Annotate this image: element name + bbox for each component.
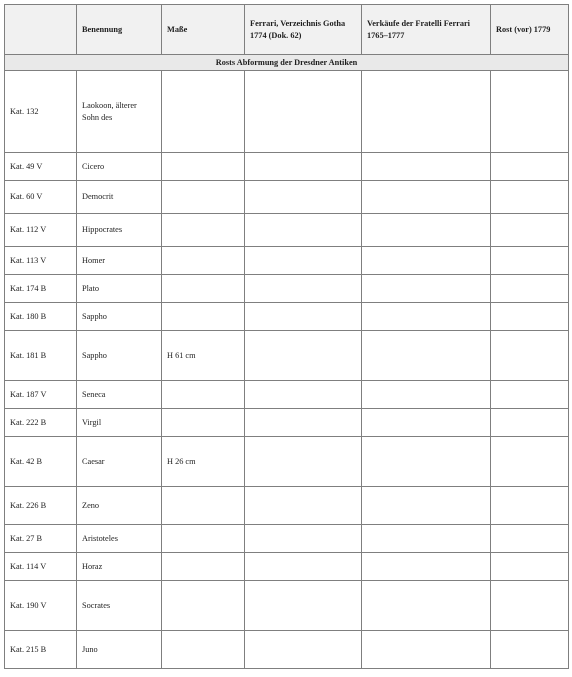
name-text: Sappho <box>82 311 107 321</box>
masse-cell <box>162 631 245 669</box>
name-cell <box>77 581 162 631</box>
verkaeufe-cell <box>362 153 491 181</box>
name-cell <box>77 409 162 437</box>
ferrari-cell <box>245 275 362 303</box>
masse-cell <box>162 525 245 553</box>
masse-cell <box>162 71 245 153</box>
name-text: Horaz <box>82 561 103 571</box>
rost-cell <box>491 303 569 331</box>
kat-cell: Kat. 49 V <box>5 153 77 181</box>
verkaeufe-cell <box>362 181 491 214</box>
masse-cell <box>162 181 245 214</box>
verkaeufe-cell <box>362 214 491 247</box>
verkaeufe-cell <box>362 437 491 487</box>
header-row <box>5 5 569 55</box>
rost-cell <box>491 181 569 214</box>
table-row <box>5 247 569 275</box>
name-cell <box>77 553 162 581</box>
name-cell <box>77 71 162 153</box>
table-row <box>5 303 569 331</box>
ferrari-cell <box>245 153 362 181</box>
name-cell <box>77 275 162 303</box>
verkaeufe-cell <box>362 631 491 669</box>
section-title: Rosts Abformung der Dresdner Antiken <box>5 55 569 71</box>
rost-cell <box>491 214 569 247</box>
ferrari-cell <box>245 303 362 331</box>
header-cell-masse: Maße <box>162 5 245 55</box>
kat-cell: Kat. 132 <box>5 71 77 153</box>
name-text: Democrit <box>82 192 114 202</box>
rost-cell <box>491 275 569 303</box>
ferrari-cell <box>245 631 362 669</box>
table-row <box>5 631 569 669</box>
kat-cell: Kat. 27 B <box>5 525 77 553</box>
masse-cell: H 61 cm <box>162 331 245 381</box>
verkaeufe-cell <box>362 71 491 153</box>
ferrari-cell <box>245 331 362 381</box>
table-row <box>5 581 569 631</box>
name-text: Laokoon, älterer Sohn des <box>82 101 137 122</box>
ferrari-cell <box>245 553 362 581</box>
name-cell <box>77 181 162 214</box>
verkaeufe-cell <box>362 275 491 303</box>
name-text: Hippocrates <box>82 225 123 235</box>
masse-cell <box>162 581 245 631</box>
name-cell <box>77 303 162 331</box>
rost-cell <box>491 553 569 581</box>
kat-cell: Kat. 222 B <box>5 409 77 437</box>
masse-cell <box>162 487 245 525</box>
rost-cell <box>491 631 569 669</box>
kat-cell: Kat. 190 V <box>5 581 77 631</box>
ferrari-cell <box>245 181 362 214</box>
table-row <box>5 525 569 553</box>
table-row <box>5 331 569 381</box>
catalog-table <box>4 4 569 669</box>
verkaeufe-cell <box>362 331 491 381</box>
table-row <box>5 181 569 214</box>
name-text: Homer <box>82 255 106 265</box>
kat-cell: Kat. 174 B <box>5 275 77 303</box>
verkaeufe-cell <box>362 581 491 631</box>
header-cell-benennung: Benennung <box>77 5 162 55</box>
document-page <box>4 4 569 669</box>
verkaeufe-cell <box>362 303 491 331</box>
table-row <box>5 409 569 437</box>
rost-cell <box>491 381 569 409</box>
section-row <box>5 55 569 71</box>
name-text: Sappho <box>82 350 107 360</box>
ferrari-cell <box>245 214 362 247</box>
rost-cell <box>491 487 569 525</box>
table-row <box>5 553 569 581</box>
name-text: Aristoteles <box>82 533 118 543</box>
masse-cell <box>162 553 245 581</box>
ferrari-cell <box>245 581 362 631</box>
ferrari-cell <box>245 525 362 553</box>
rost-cell <box>491 409 569 437</box>
ferrari-cell <box>245 247 362 275</box>
header-cell-kat <box>5 5 77 55</box>
name-cell <box>77 437 162 487</box>
name-text: Cicero <box>82 161 105 171</box>
name-text: Plato <box>82 283 100 293</box>
masse-cell <box>162 247 245 275</box>
name-cell <box>77 381 162 409</box>
table-row <box>5 275 569 303</box>
name-cell <box>77 631 162 669</box>
name-text: Zeno <box>82 500 100 510</box>
header-cell-verkaeufe: Verkäufe der Fratelli Ferrari 1765–1777 <box>362 5 491 55</box>
name-cell <box>77 153 162 181</box>
kat-cell: Kat. 180 B <box>5 303 77 331</box>
verkaeufe-cell <box>362 381 491 409</box>
rost-cell <box>491 331 569 381</box>
name-text: Seneca <box>82 389 106 399</box>
table-row <box>5 381 569 409</box>
masse-cell <box>162 214 245 247</box>
verkaeufe-cell <box>362 487 491 525</box>
masse-cell <box>162 381 245 409</box>
ferrari-cell <box>245 437 362 487</box>
verkaeufe-cell <box>362 247 491 275</box>
rost-cell <box>491 525 569 553</box>
masse-cell <box>162 275 245 303</box>
ferrari-cell <box>245 409 362 437</box>
kat-cell: Kat. 114 V <box>5 553 77 581</box>
name-text: Caesar <box>82 456 105 466</box>
name-cell <box>77 525 162 553</box>
name-cell <box>77 247 162 275</box>
kat-cell: Kat. 60 V <box>5 181 77 214</box>
ferrari-cell <box>245 71 362 153</box>
name-cell <box>77 331 162 381</box>
name-cell <box>77 487 162 525</box>
name-cell <box>77 214 162 247</box>
kat-cell: Kat. 187 V <box>5 381 77 409</box>
name-text: Virgil <box>82 417 102 427</box>
name-text: Juno <box>82 644 98 654</box>
header-cell-rost: Rost (vor) 1779 <box>491 5 569 55</box>
masse-cell <box>162 409 245 437</box>
table-row <box>5 487 569 525</box>
verkaeufe-cell <box>362 525 491 553</box>
kat-cell: Kat. 112 V <box>5 214 77 247</box>
kat-cell: Kat. 226 B <box>5 487 77 525</box>
table-row <box>5 437 569 487</box>
masse-cell <box>162 303 245 331</box>
ferrari-cell <box>245 487 362 525</box>
rost-cell <box>491 71 569 153</box>
kat-cell: Kat. 215 B <box>5 631 77 669</box>
masse-cell: H 26 cm <box>162 437 245 487</box>
rost-cell <box>491 437 569 487</box>
table-row <box>5 71 569 153</box>
rost-cell <box>491 247 569 275</box>
header-cell-ferrari: Ferrari, Verzeichnis Gotha 1774 (Dok. 62) <box>245 5 362 55</box>
table-row <box>5 214 569 247</box>
rost-cell <box>491 153 569 181</box>
verkaeufe-cell <box>362 553 491 581</box>
table-row <box>5 153 569 181</box>
kat-cell: Kat. 113 V <box>5 247 77 275</box>
verkaeufe-cell <box>362 409 491 437</box>
ferrari-cell <box>245 381 362 409</box>
masse-cell <box>162 153 245 181</box>
name-text: Socrates <box>82 600 111 610</box>
kat-cell: Kat. 42 B <box>5 437 77 487</box>
rost-cell <box>491 581 569 631</box>
kat-cell: Kat. 181 B <box>5 331 77 381</box>
